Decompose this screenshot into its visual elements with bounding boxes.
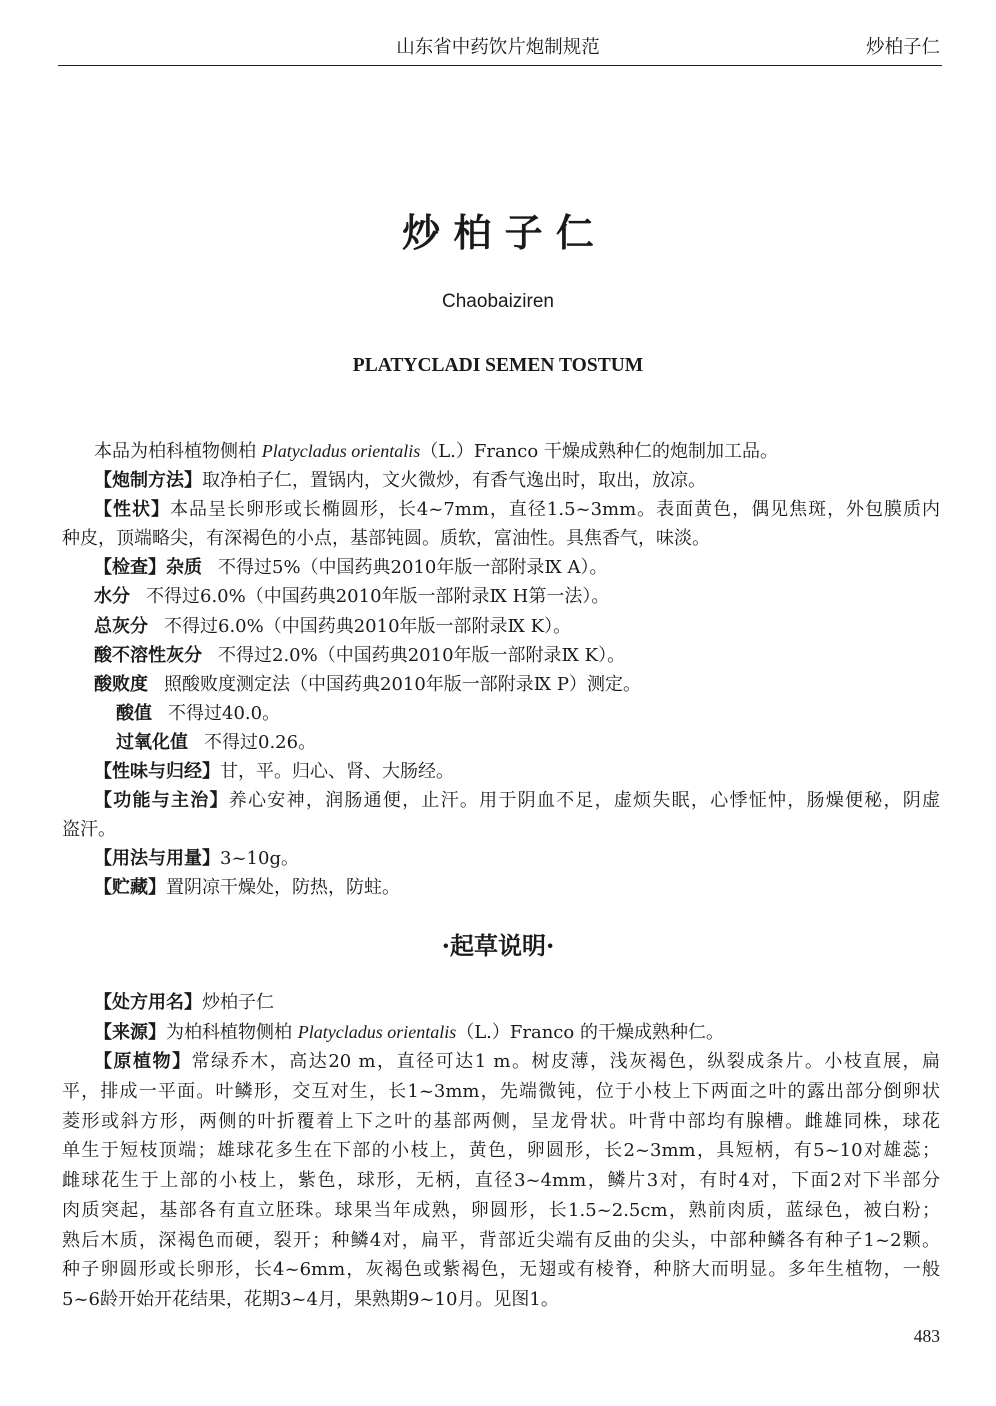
plant-line [62, 1047, 940, 1077]
inspection-subitem-text: 不得过0.26。 [204, 731, 317, 753]
inspection-label: 【检查】 [94, 557, 166, 579]
plant-text: 菱形或斜方形，两侧的叶折覆着上下之叶的基部两侧，呈龙骨状。叶背中部均有腺槽。雌雄同株，球花 [62, 1110, 940, 1132]
plant-text: 单生于短枝顶端；雄球花多生在下部的小枝上，黄色，卵圆形，长2~3mm，具短柄，有5~10对雄蕊； [62, 1140, 940, 1162]
inspection-subline [62, 728, 940, 757]
inspection-item-name: 总灰分 [94, 615, 148, 637]
page-number: 483 [913, 1326, 940, 1346]
intro-text-after: （L.）Franco 干燥成熟种仁的炮制加工品。 [420, 441, 778, 462]
intro-paragraph [62, 437, 940, 466]
nature-meridian-text: 甘，平。归心、肾、大肠经。 [220, 761, 454, 783]
description-text: 本品呈长卵形或长椭圆形，长4~7mm，直径1.5~3mm。表面黄色，偶见焦斑，外包膜质内 [169, 499, 940, 521]
dosage-label: 【用法与用量】 [94, 848, 220, 870]
function-line [62, 786, 940, 815]
description-line [62, 524, 940, 553]
plant-text: 5~6龄开始开花结果，花期3~4月，果熟期9~10月。见图1。 [62, 1288, 559, 1310]
inspection-item-name: 水分 [94, 586, 130, 608]
inspection-line [62, 582, 940, 611]
plant-line [62, 1255, 940, 1285]
plant-text: 常绿乔木，高达20 m，直径可达1 m。树皮薄，浅灰褐色，纵裂成条片。小枝直展，扁 [191, 1051, 940, 1073]
inspection-subitem-name: 过氧化值 [116, 731, 188, 753]
inspection-line [62, 641, 940, 670]
function-label: 【功能与主治】 [94, 790, 229, 812]
plant-line [62, 1107, 940, 1137]
inspection-item-name: 酸不溶性灰分 [94, 644, 202, 666]
source-text-after: （L.）Franco 的干燥成熟种仁。 [456, 1021, 724, 1043]
inspection-item-name: 杂质 [166, 557, 202, 579]
inspection-subitem-name: 酸值 [116, 702, 152, 724]
monograph-title: 炒 柏 子 仁 [402, 211, 594, 255]
plant-line [62, 1077, 940, 1107]
nature-meridian-section [62, 757, 940, 786]
plant-text: 肉质突起，基部各有直立胚珠。球果当年成熟，卵圆形，长1.5~2.5cm，熟前肉质，蓝绿色，被白粉； [62, 1199, 940, 1221]
function-line [62, 815, 940, 844]
inspection-item-text: 不得过6.0%（中国药典2010年版一部附录Ⅸ H第一法）。 [146, 586, 610, 608]
header-book-title: 山东省中药饮片炮制规范 [396, 37, 600, 58]
intro-text-before: 本品为柏科植物侧柏 [94, 441, 262, 462]
prescription-name-text: 炒柏子仁 [202, 992, 274, 1013]
function-text: 养心安神，润肠通便，止汗。用于阴血不足，虚烦失眠，心悸怔忡，肠燥便秘，阴虚 [228, 790, 940, 812]
storage-section [62, 873, 940, 902]
inspection-line [62, 670, 940, 699]
inspection-subitem-text: 不得过40.0。 [168, 702, 281, 724]
prescription-name-section [62, 988, 940, 1018]
drafting-notes-heading: ·起草说明· [441, 931, 555, 960]
storage-label: 【贮藏】 [94, 877, 166, 899]
inspection-item-text: 不得过2.0%（中国药典2010年版一部附录Ⅸ K）。 [218, 644, 626, 666]
plant-text: 平，排成一平面。叶鳞形，交互对生，长1~3mm，先端微钝，位于小枝上下两面之叶的露出部分倒卵状 [62, 1081, 940, 1103]
header-running-title: 炒柏子仁 [865, 37, 940, 58]
function-text: 盗汗。 [62, 819, 116, 841]
inspection-line [62, 612, 940, 641]
source-text-before: 为柏科植物侧柏 [166, 1021, 298, 1043]
processing-label: 【炮制方法】 [94, 470, 202, 492]
monograph-body [62, 437, 940, 903]
prescription-name-label: 【处方用名】 [94, 992, 202, 1013]
inspection-item-text: 不得过5%（中国药典2010年版一部附录Ⅸ A）。 [218, 557, 608, 579]
plant-label: 【原植物】 [94, 1051, 192, 1073]
plant-line [62, 1285, 940, 1315]
dosage-section [62, 844, 940, 873]
plant-text: 熟后木质，深褐色而硬，裂开；种鳞4对，扁平，背部近尖端有反曲的尖头，中部种鳞各有种子1~2颗。 [62, 1229, 940, 1251]
source-section [62, 1018, 940, 1048]
monograph-latin-name: PLATYCLADI SEMEN TOSTUM [352, 355, 644, 376]
drafting-notes-body [62, 988, 940, 1315]
header-rule [58, 65, 942, 66]
inspection-subline [62, 699, 940, 728]
plant-line [62, 1166, 940, 1196]
plant-line [62, 1196, 940, 1226]
inspection-line [62, 553, 940, 582]
inspection-item-text: 不得过6.0%（中国药典2010年版一部附录Ⅸ K）。 [164, 615, 572, 637]
inspection-item-name: 酸败度 [94, 673, 148, 695]
description-label: 【性状】 [94, 499, 170, 521]
species-name: Platycladus orientalis [261, 441, 421, 461]
plant-text: 种子卵圆形或长卵形，长4~6mm，灰褐色或紫褐色，无翅或有棱脊，种脐大而明显。多年生植物，一般 [62, 1259, 940, 1281]
processing-text: 取净柏子仁，置锅内，文火微炒，有香气逸出时，取出，放凉。 [202, 470, 706, 492]
plant-text: 雌球花生于上部的小枝上，紫色，球形，无柄，直径3~4mm，鳞片3对，有时4对，下面2对下半部分 [62, 1170, 940, 1192]
species-name: Platycladus orientalis [297, 1021, 457, 1042]
processing-section [62, 466, 940, 495]
description-line [62, 495, 940, 524]
storage-text: 置阴凉干燥处，防热，防蛀。 [166, 877, 400, 899]
source-label: 【来源】 [94, 1021, 166, 1043]
dosage-text: 3~10g。 [220, 848, 299, 870]
plant-line [62, 1136, 940, 1166]
plant-line [62, 1226, 940, 1256]
description-text: 种皮，顶端略尖，有深褐色的小点，基部钝圆。质软，富油性。具焦香气，味淡。 [62, 528, 710, 550]
nature-meridian-label: 【性味与归经】 [94, 761, 220, 783]
inspection-item-text: 照酸败度测定法（中国药典2010年版一部附录Ⅸ P）测定。 [164, 673, 642, 695]
monograph-pinyin: Chaobaiziren [442, 291, 554, 312]
